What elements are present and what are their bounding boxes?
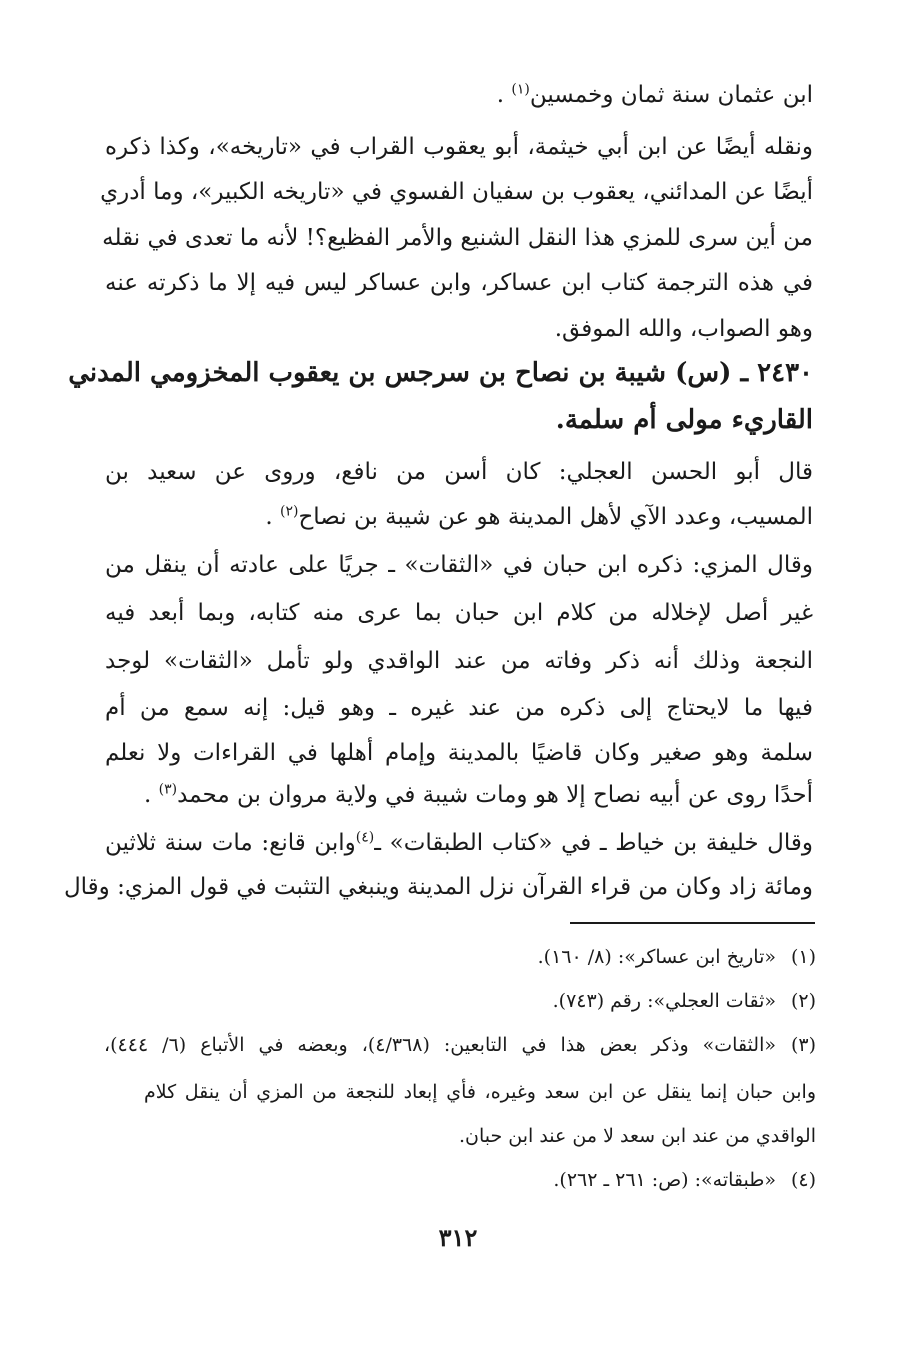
footnote-text: «تاريخ ابن عساكر»: (٨/ ١٦٠).	[537, 946, 776, 968]
text-segment: .	[496, 82, 512, 108]
footnote-line	[144, 1075, 816, 1109]
footnote-text: الواقدي من عند ابن سعد لا من عند ابن حبان.	[458, 1125, 816, 1147]
text-line: النجعة وذلك أنه ذكر وفاته من عند الواقدي ولو تأمل «الثقات» لوجد	[105, 648, 813, 674]
text-line: من أين سرى للمزي هذا النقل الشنيع والأمر الفظيع؟! لأنه ما تعدى في نقله	[102, 225, 813, 251]
footnote-number: (١)	[790, 946, 816, 968]
footnote-text: وابن حبان إنما ينقل عن ابن سعد وغيره، فأي إبعاد للنجعة من المزي أن ينقل كلام	[144, 1081, 816, 1103]
footnote-number: (٢)	[790, 990, 816, 1012]
text-line: ونقله أيضًا عن ابن أبي خيثمة، أبو يعقوب القراب في «تاريخه»، وكذا ذكره	[105, 134, 813, 160]
footnote-text: «طبقاته»: (ص: ٢٦١ ـ ٢٦٢).	[553, 1169, 776, 1191]
text-line	[105, 823, 813, 863]
text-segment: أحدًا روى عن أبيه نصاح إلا هو ومات شيبة في ولاية مروان بن محمد	[177, 782, 813, 808]
footnote-text: «الثقات» وذكر بعض هذا في التابعين: (٤/٣٦٨)، وبعضه في الأتباع (٦/ ٤٤٤)،	[104, 1034, 776, 1056]
text-line: ومائة زاد وكان من قراء القرآن نزل المدينة وينبغي التثبت في قول المزي: وقال	[63, 874, 813, 900]
footnote-ref: (٢)	[279, 503, 299, 520]
text-line	[105, 775, 813, 815]
footnote-line	[104, 940, 816, 974]
text-segment: ابن عثمان سنة ثمان وخمسين	[529, 82, 813, 108]
text-line: فيها ما لايحتاج إلى ذكره من عند غيره ـ وهو قيل: إنه سمع من أم	[105, 695, 813, 721]
footnote-line	[104, 984, 816, 1018]
text-segment: وقال خليفة بن خياط ـ في «كتاب الطبقات» ـ	[374, 830, 813, 856]
text-line: أيضًا عن المدائني، يعقوب بن سفيان الفسوي في «تاريخه الكبير»، وما أدري	[100, 179, 813, 205]
footnote-text: «ثقات العجلي»: رقم (٧٤٣).	[552, 990, 776, 1012]
text-line: غير أصل لإخلاله من كلام ابن حبان بما عرى منه كتابه، وبما أبعد فيه	[105, 600, 813, 626]
text-segment: .	[144, 782, 159, 808]
entry-heading-line: القاريء مولى أم سلمة.	[555, 405, 813, 435]
text-line: في هذه الترجمة كتاب ابن عساكر، وابن عساكر ليس فيه إلا ما ذكرته عنه	[105, 270, 813, 296]
footnote-ref: (٤)	[355, 829, 375, 846]
entry-heading-line: ٢٤٣٠ ـ (س) شيبة بن نصاح بن سرجس بن يعقوب المخزومي المدني	[68, 358, 813, 388]
text-line: وهو الصواب، والله الموفق.	[554, 316, 813, 342]
text-segment: المسيب، وعدد الآي لأهل المدينة هو عن شيبة بن نصاح	[298, 504, 813, 530]
footnote-line	[104, 1028, 816, 1062]
footnote-ref: (١)	[511, 81, 530, 98]
footnote-number: (٤)	[790, 1169, 816, 1191]
footnote-line	[144, 1119, 816, 1153]
text-segment: .	[265, 504, 280, 530]
page-number: ٣١٢	[438, 1223, 478, 1252]
text-line: سلمة وهو صغير وكان قاضيًا بالمدينة وإمام أهلها في القراءات ولا نعلم	[105, 740, 813, 766]
text-line: قال أبو الحسن العجلي: كان أسن من نافع، وروى عن سعيد بن	[105, 459, 813, 485]
text-segment: وابن قانع: مات سنة ثلاثين	[105, 830, 356, 856]
footnote-line	[104, 1163, 816, 1197]
footnote-separator	[570, 922, 815, 924]
text-line	[105, 497, 813, 537]
footnote-ref: (٣)	[158, 781, 178, 798]
footnote-number: (٣)	[790, 1034, 816, 1056]
text-line: وقال المزي: ذكره ابن حبان في «الثقات» ـ جريًا على عادته أن ينقل من	[105, 552, 813, 578]
text-line	[105, 75, 813, 115]
